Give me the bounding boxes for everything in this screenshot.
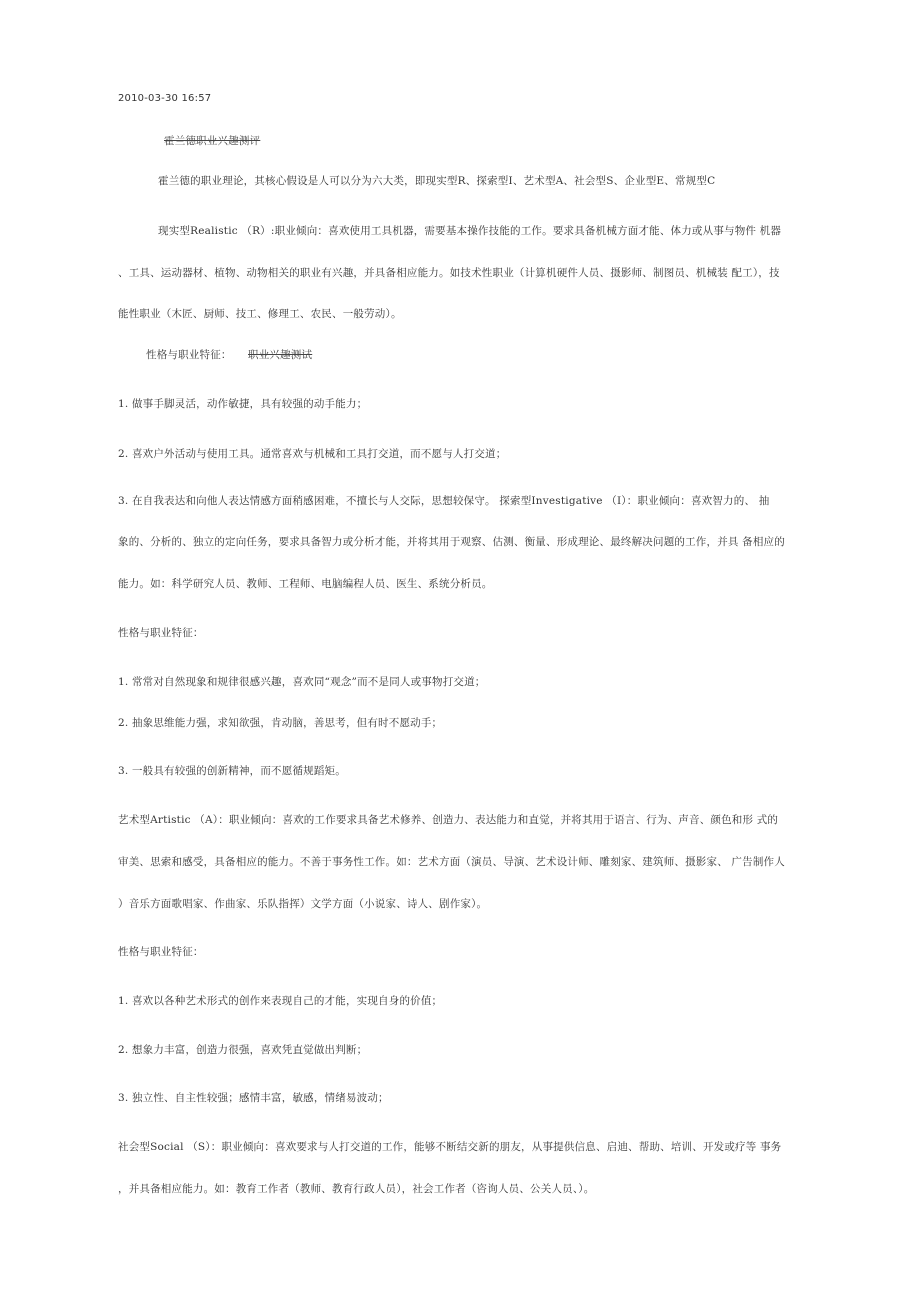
realistic-trait-3: 3. 在自我表达和向他人表达情感方面稍感困难，不擅长与人交际，思想较保守。 探索型Investigative （I）：职业倾向：喜欢智力的、 抽 <box>118 495 770 507</box>
investigative-line-3: 能力。如：科学研究人员、教师、工程师、电脑编程人员、医生、系统分析员。 <box>118 578 493 590</box>
title-link[interactable]: 霍兰德职业兴趣测评 <box>164 135 261 147</box>
timestamp: 2010-03-30 16:57 <box>118 93 212 104</box>
social-line-1: 社会型Social （S）：职业倾向：喜欢要求与人打交道的工作，能够不断结交新的朋友，从事提供信息、启迪、帮助、培训、开发或疗等 事务 <box>118 1141 782 1153</box>
artistic-trait-1: 1. 喜欢以各种艺术形式的创作来表现自己的才能，实现自身的价值； <box>118 995 443 1007</box>
investigative-trait-1: 1. 常常对自然现象和规律很感兴趣，喜欢同“观念”而不是同人或事物打交道； <box>118 676 486 688</box>
artistic-trait-2: 2. 想象力丰富，创造力很强，喜欢凭直觉做出判断； <box>118 1044 368 1056</box>
investigative-traits-label: 性格与职业特征： <box>118 627 204 639</box>
artistic-trait-3: 3. 独立性、自主性较强；感情丰富，敏感，情绪易波动； <box>118 1092 389 1104</box>
realistic-trait-2: 2. 喜欢户外活动与使用工具。通常喜欢与机械和工具打交道，而不愿与人打交道； <box>118 448 507 460</box>
investigative-trait-2: 2. 抽象思维能力强，求知欲强，肯动脑，善思考，但有时不愿动手； <box>118 717 443 729</box>
intro-paragraph: 霍兰德的职业理论，其核心假设是人可以分为六大类，即现实型R、探索型I、艺术型A、社会型S、企业型E、常规型C <box>158 175 716 187</box>
artistic-line-3: ）音乐方面歌唱家、作曲家、乐队指挥）文学方面（小说家、诗人、剧作家）。 <box>118 898 488 910</box>
realistic-trait-1: 1. 做事手脚灵活，动作敏捷，具有较强的动手能力； <box>118 398 368 410</box>
realistic-line-2: 、工具、运动器材、植物、动物相关的职业有兴趣，并具备相应能力。如技术性职业（计算机硬件人员、摄影师、制图员、机械装 配工），技 <box>118 267 780 279</box>
investigative-line-2: 象的、分析的、独立的定向任务，要求具备智力或分析才能，并将其用于观察、估测、衡量、形成理论、最终解决问题的工作，并具 备相应的 <box>118 536 785 548</box>
realistic-traits-label: 性格与职业特征： <box>146 349 232 361</box>
career-test-link[interactable]: 职业兴趣测试 <box>248 349 313 361</box>
artistic-traits-label: 性格与职业特征： <box>118 946 204 958</box>
social-line-2: ，并具备相应能力。如：教育工作者（教师、教育行政人员），社会工作者（咨询人员、公关人员、）。 <box>118 1183 595 1195</box>
investigative-trait-3: 3. 一般具有较强的创新精神，而不愿循规蹈矩。 <box>118 765 346 777</box>
realistic-line-3: 能性职业（木匠、厨师、技工、修理工、农民、一般劳动）。 <box>118 308 402 320</box>
artistic-line-1: 艺术型Artistic （A）：职业倾向：喜欢的工作要求具备艺术修养、创造力、表达能力和直觉，并将其用于语言、行为、声音、颜色和形 式的 <box>118 814 779 826</box>
artistic-line-2: 审美、思索和感受，具备相应的能力。不善于事务性工作。如：艺术方面（演员、导演、艺术设计师、雕刻家、建筑师、摄影家、 广告制作人 <box>118 856 785 868</box>
realistic-line-1: 现实型Realistic （R）:职业倾向：喜欢使用工具机器，需要基本操作技能的工作。要求具备机械方面才能、体力或从事与物件 机器 <box>158 225 782 237</box>
